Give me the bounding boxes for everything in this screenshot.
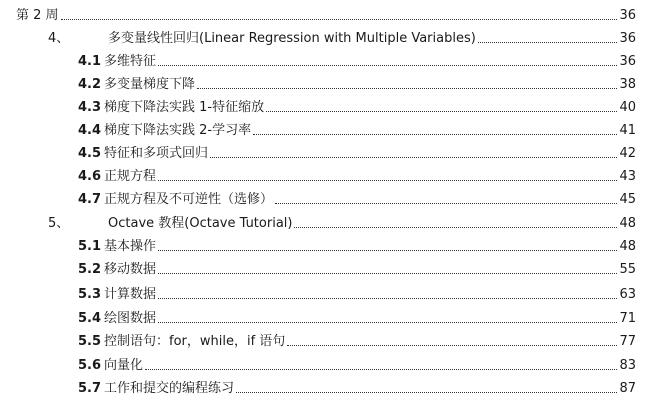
dot-leader xyxy=(275,202,617,204)
toc-entry-title: 多维特征 xyxy=(104,54,157,69)
toc-entry-title: 正规方程 xyxy=(104,169,157,184)
toc-entry-number: 4.6 xyxy=(78,169,102,184)
toc-entry-4-6[interactable] xyxy=(78,165,636,185)
dot-leader xyxy=(236,391,617,393)
toc-entry-week[interactable] xyxy=(16,4,636,24)
toc-entry-5-3[interactable] xyxy=(78,283,636,303)
toc-entry-page: 38 xyxy=(619,77,636,92)
dot-leader xyxy=(294,226,617,228)
toc-entry-number: 5、 xyxy=(48,216,70,231)
toc-entry-number: 5.1 xyxy=(78,239,102,254)
toc-entry-page: 36 xyxy=(619,54,636,69)
toc-entry-title: 计算数据 xyxy=(104,287,157,302)
toc-entry-number: 4.4 xyxy=(78,123,102,138)
dot-leader xyxy=(158,272,617,274)
toc-entry-4-3[interactable] xyxy=(78,96,636,116)
toc-entry-chapter-5[interactable] xyxy=(48,212,636,232)
dot-leader xyxy=(145,368,617,370)
toc-entry-title: 梯度下降法实践 1-特征缩放 xyxy=(104,100,265,115)
toc-entry-5-2[interactable] xyxy=(78,258,636,278)
toc-entry-title: 控制语句：for，while，if 语句 xyxy=(104,334,286,349)
toc-entry-5-4[interactable] xyxy=(78,307,636,327)
toc-entry-4-5[interactable] xyxy=(78,142,636,162)
toc-entry-page: 36 xyxy=(619,8,636,23)
toc-entry-page: 87 xyxy=(619,381,636,396)
toc-entry-page: 48 xyxy=(619,216,636,231)
dot-leader xyxy=(287,344,617,346)
toc-entry-4-4[interactable] xyxy=(78,119,636,139)
toc-entry-5-7[interactable] xyxy=(78,377,636,397)
dot-leader xyxy=(158,249,617,251)
dot-leader xyxy=(158,64,617,66)
toc-entry-title: 多变量梯度下降 xyxy=(104,77,196,92)
dot-leader xyxy=(478,41,618,43)
toc-entry-title: 多变量线性回归(Linear Regression with Multiple Variables) xyxy=(108,31,476,46)
toc-entry-4-7[interactable] xyxy=(78,188,636,208)
toc-entry-page: 40 xyxy=(619,100,636,115)
toc-entry-page: 41 xyxy=(619,123,636,138)
toc-entry-title: 绘图数据 xyxy=(104,311,157,326)
toc-entry-title: Octave 教程(Octave Tutorial) xyxy=(108,216,293,231)
toc-entry-number: 4.1 xyxy=(78,54,102,69)
dot-leader xyxy=(197,87,617,89)
toc-entry-4-2[interactable] xyxy=(78,73,636,93)
dot-leader xyxy=(158,297,617,299)
toc-entry-title: 移动数据 xyxy=(104,262,157,277)
toc-entry-number: 5.3 xyxy=(78,287,102,302)
dot-leader xyxy=(158,179,617,181)
toc-entry-title: 梯度下降法实践 2-学习率 xyxy=(104,123,252,138)
toc-entry-number: 4、 xyxy=(48,31,70,46)
toc-entry-5-6[interactable] xyxy=(78,354,636,374)
toc-entry-number: 4.2 xyxy=(78,77,102,92)
dot-leader xyxy=(210,156,617,158)
toc-entry-number: 4.7 xyxy=(78,192,102,207)
toc-entry-5-1[interactable] xyxy=(78,235,636,255)
toc-entry-4-1[interactable] xyxy=(78,50,636,70)
toc-entry-page: 48 xyxy=(619,239,636,254)
toc-entry-number: 4.5 xyxy=(78,146,102,161)
dot-leader xyxy=(61,18,618,20)
toc-entry-number: 4.3 xyxy=(78,100,102,115)
toc-entry-title: 正规方程及不可逆性（选修） xyxy=(104,192,274,207)
toc-entry-number: 5.6 xyxy=(78,358,102,373)
dot-leader xyxy=(266,110,617,112)
toc-entry-page: 71 xyxy=(619,311,636,326)
toc-entry-chapter-4[interactable] xyxy=(48,27,636,47)
toc-entry-number: 5.7 xyxy=(78,381,102,396)
toc-entry-page: 45 xyxy=(619,192,636,207)
toc-entry-title: 向量化 xyxy=(104,358,144,373)
toc-entry-page: 63 xyxy=(619,287,636,302)
toc-entry-page: 43 xyxy=(619,169,636,184)
toc-entry-number: 5.5 xyxy=(78,334,102,349)
toc-entry-number: 5.4 xyxy=(78,311,102,326)
toc-entry-title: 第 2 周 xyxy=(16,8,59,23)
toc-entry-title: 工作和提交的编程练习 xyxy=(104,381,235,396)
toc-entry-number: 5.2 xyxy=(78,262,102,277)
dot-leader xyxy=(158,321,617,323)
toc-entry-page: 36 xyxy=(619,31,636,46)
toc-entry-5-5[interactable] xyxy=(78,330,636,350)
toc-entry-page: 77 xyxy=(619,334,636,349)
toc-entry-page: 83 xyxy=(619,358,636,373)
dot-leader xyxy=(253,133,617,135)
toc-entry-page: 42 xyxy=(619,146,636,161)
toc-entry-title: 基本操作 xyxy=(104,239,157,254)
toc-entry-title: 特征和多项式回归 xyxy=(104,146,209,161)
toc-entry-page: 55 xyxy=(619,262,636,277)
